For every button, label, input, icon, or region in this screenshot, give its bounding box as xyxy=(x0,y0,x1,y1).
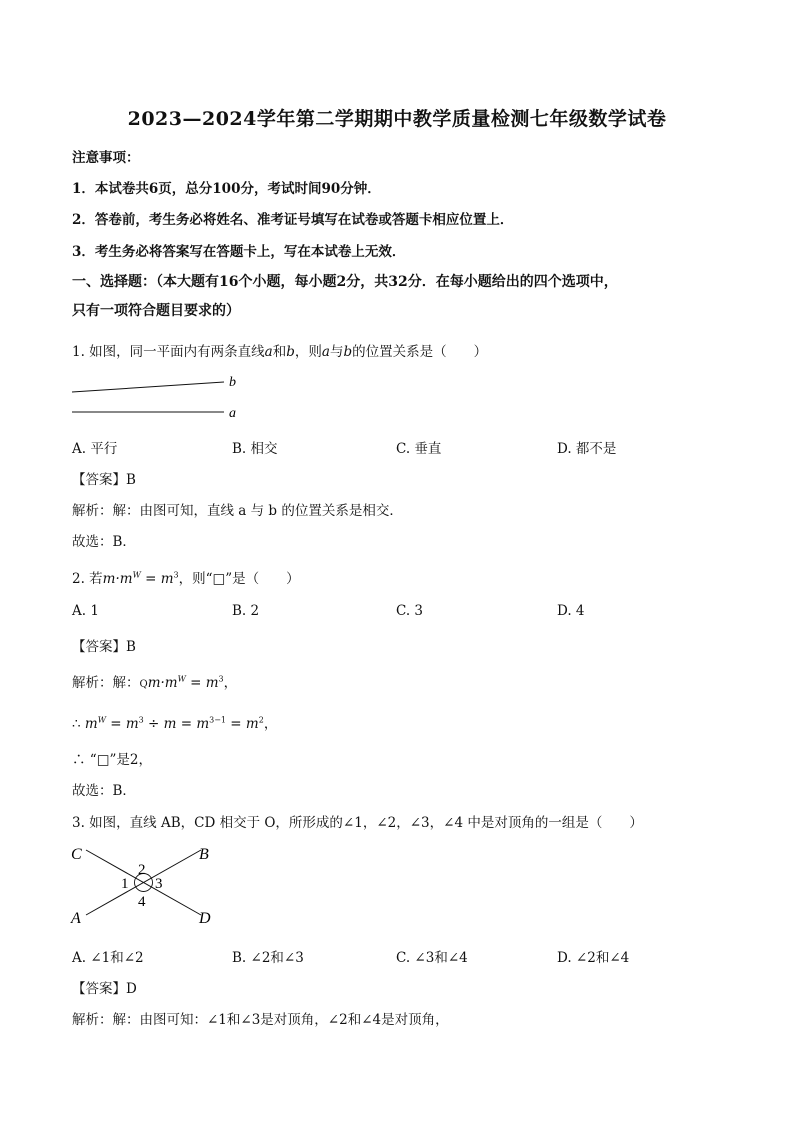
label-b: B xyxy=(199,846,209,863)
q1-option-a: A. 平行 xyxy=(72,441,118,457)
label-b: b xyxy=(229,375,236,390)
q1-option-d: D. 都不是 xyxy=(557,441,617,457)
q2-conclusion: 故选：B． xyxy=(72,783,136,799)
q1-stem: 1. 如图，同一平面内有两条直线a和b，则a与b的位置关系是（ ） xyxy=(72,344,488,360)
q2-option-d: D. 4 xyxy=(557,603,585,619)
q3-option-b: B. ∠2和∠3 xyxy=(232,950,304,966)
q3-analysis: 解析：解：由图可知：∠1和∠3是对顶角，∠2和∠4是对顶角， xyxy=(72,1012,449,1028)
q1-conclusion: 故选：B． xyxy=(72,534,136,550)
note-item-3: 3．考生务必将答案写在答题卡上，写在本试卷上无效． xyxy=(72,244,406,260)
label-a: A xyxy=(71,910,81,927)
q1-analysis: 解析：解：由图可知，直线 a 与 b 的位置关系是相交． xyxy=(72,503,403,519)
q1-answer: 【答案】B xyxy=(72,472,136,488)
note-item-1: 1．本试卷共6页，总分100分，考试时间90分钟． xyxy=(72,181,381,197)
angle-1: 1 xyxy=(121,876,129,892)
q3-answer: 【答案】D xyxy=(72,981,137,997)
label-d: D xyxy=(199,910,211,927)
q3-option-d: D. ∠2和∠4 xyxy=(557,950,630,966)
q1-option-c: C. 垂直 xyxy=(396,441,442,457)
angle-4: 4 xyxy=(138,894,146,910)
q2-analysis-step1: 解析：解：$Qm\cdot m^W = m^3$， xyxy=(72,674,238,691)
q2-answer: 【答案】B xyxy=(72,639,136,655)
q3-option-a: A. ∠1和∠2 xyxy=(72,950,144,966)
q2-analysis-step2: ∴ $m^W = m^3 \div m = m^{3-1} = m^2$， xyxy=(72,715,278,732)
page-title: 2023—2024学年第二学期期中教学质量检测七年级数学试卷 xyxy=(127,108,667,130)
q1-option-b: B. 相交 xyxy=(232,441,278,457)
section-heading-line1: 一、选择题：（本大题有16个小题，每小题2分，共32分．在每小题给出的四个选项中， xyxy=(72,274,618,290)
q2-option-c: C. 3 xyxy=(396,603,424,619)
angle-3: 3 xyxy=(155,876,163,892)
line-b xyxy=(72,382,224,392)
q2-analysis-step3: ∴ “□”是2， xyxy=(72,752,152,768)
q3-figure xyxy=(66,840,226,930)
label-c: C xyxy=(71,846,82,863)
q2-option-b: B. 2 xyxy=(232,603,260,619)
q2-option-a: A. 1 xyxy=(72,603,99,619)
q3-stem: 3. 如图，直线 AB，CD 相交于 O，所形成的∠1，∠2，∠3，∠4 中是对顶角的一组是（ ） xyxy=(72,815,643,831)
angle-2: 2 xyxy=(138,862,146,878)
q1-figure xyxy=(70,370,250,422)
label-a: a xyxy=(229,406,236,421)
notes-heading: 注意事项： xyxy=(72,150,140,166)
q2-stem: 2. 若$m\cdot m^W = m^3$，则“□”是（ ） xyxy=(72,570,300,587)
section-heading-line2: 只有一项符合题目要求的） xyxy=(72,303,240,319)
q3-option-c: C. ∠3和∠4 xyxy=(396,950,468,966)
note-item-2: 2．答卷前，考生务必将姓名、准考证号填写在试卷或答题卡相应位置上． xyxy=(72,212,514,228)
